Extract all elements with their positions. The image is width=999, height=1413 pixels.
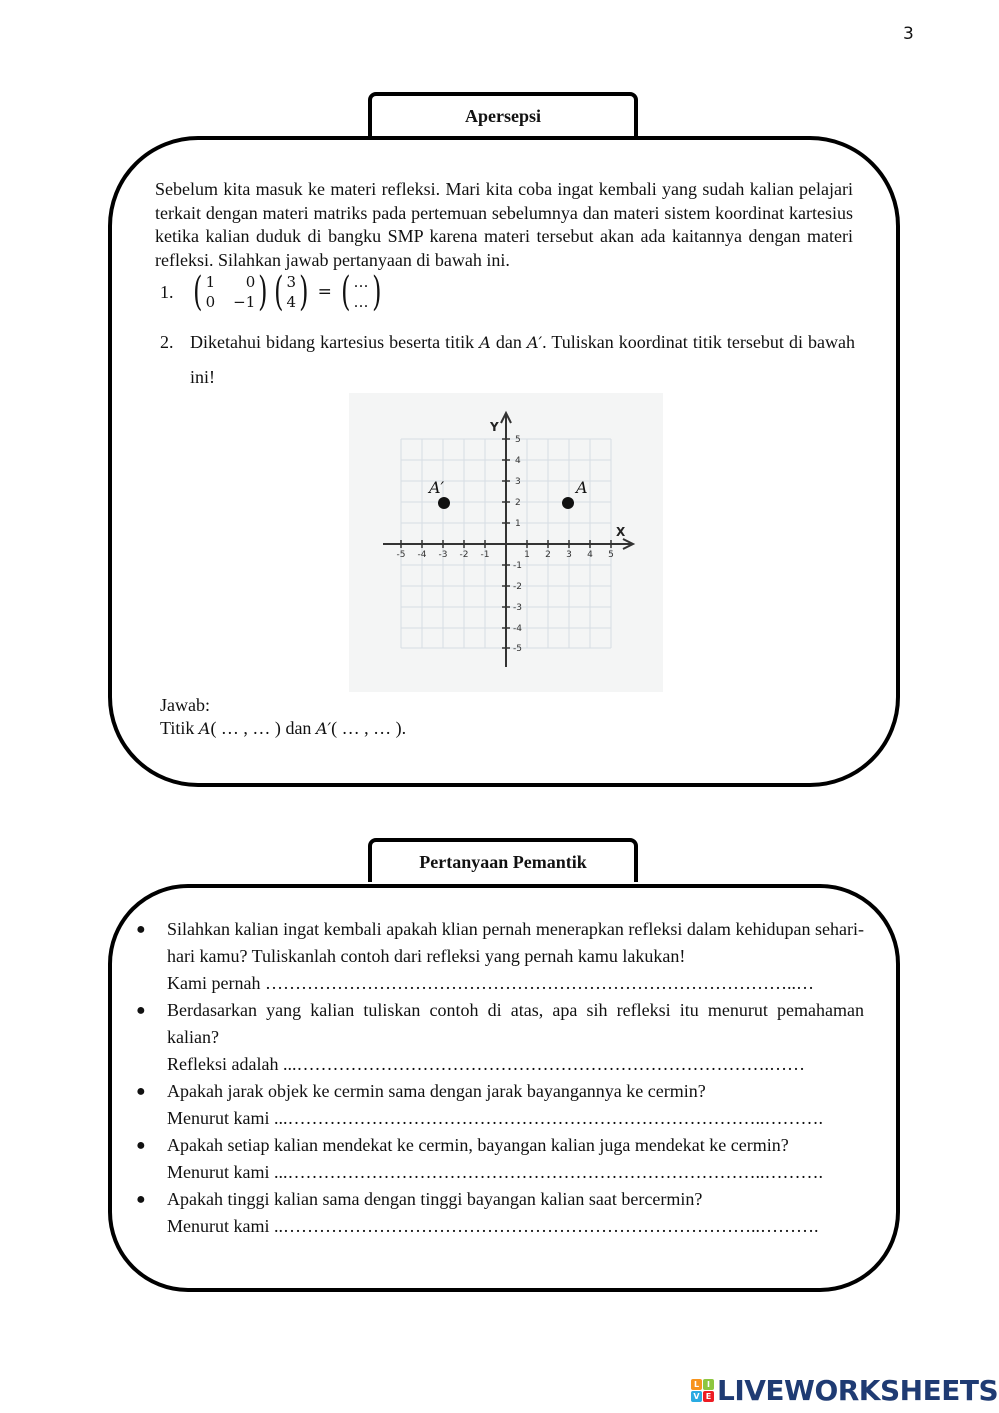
svg-text:-2: -2 — [459, 550, 469, 560]
svg-text:4: 4 — [587, 550, 593, 560]
answer-field[interactable]: Menurut kami ...……………………………………………………………………..………. — [167, 1108, 823, 1128]
matrix-2x2: 1 0 0 −1 — [205, 273, 256, 311]
answer-block — [160, 694, 406, 740]
bullet-icon: ● — [136, 1191, 146, 1208]
svg-text:-3: -3 — [513, 603, 522, 613]
list-item: ● Silahkan kalian ingat kembali apakah klian pernah menerapkan refleksi dalam kehidupan sehari-hari kamu? Tuliskanlah contoh dari refleksi yang pernah kamu lakukan! Kami pernah ……………………………………………………………………………..… — [136, 916, 864, 997]
page-number: 3 — [903, 24, 914, 44]
answer-label: Jawab: — [160, 695, 210, 715]
question-2: 2. Diketahui bidang kartesius beserta titik A dan A′. Tuliskan koordinat titik tersebut di bawah ini! — [160, 332, 855, 387]
bullet-icon: ● — [136, 1137, 146, 1154]
svg-text:2: 2 — [515, 498, 521, 508]
question-1 — [160, 269, 384, 315]
matrix-expression: ( 1 0 0 −1 ) ( 3 4 ) = ( … … ) — [193, 269, 382, 315]
answer-blank-vector[interactable]: … … — [353, 273, 369, 311]
svg-text:-4: -4 — [417, 550, 427, 560]
svg-text:-5: -5 — [396, 550, 406, 560]
answer-field[interactable]: Menurut kami ..……………………………………………………………………..………. — [167, 1216, 819, 1236]
section-title-pertanyaan-pemantik: Pertanyaan Pemantik — [368, 838, 638, 882]
cartesian-graph — [349, 393, 663, 692]
svg-text:-4: -4 — [513, 624, 522, 634]
svg-text:-2: -2 — [513, 582, 522, 592]
bullet-icon: ● — [136, 1083, 146, 1100]
svg-text:2: 2 — [545, 550, 551, 560]
svg-text:5: 5 — [515, 435, 521, 445]
list-item: ● Apakah setiap kalian mendekat ke cermin, bayangan kalian juga mendekat ke cermin? Menurut kami ...……………………………………………………………………..………. — [136, 1132, 864, 1186]
svg-text:1: 1 — [524, 550, 530, 560]
svg-text:A′: A′ — [429, 478, 445, 497]
liveworksheets-logo — [691, 1374, 998, 1407]
list-item: ● Apakah jarak objek ke cermin sama dengan jarak bayangannya ke cermin? Menurut kami ...……………………………………………………………………..………. — [136, 1078, 864, 1132]
question-list — [136, 916, 864, 1240]
intro-paragraph: Sebelum kita masuk ke materi refleksi. Mari kita coba ingat kembali yang sudah kalian pelajari terkait dengan materi matriks pada pertemuan sebelumnya dan materi sistem koordinat kartesius ketika kalian duduk di bangku SMP karena materi tersebut akan ada kaitannya dengan materi refleksi. Silahkan jawab pertanyaan di bawah ini. — [155, 179, 853, 270]
blank-point-a-prime[interactable]: ( … , … ). — [331, 718, 407, 738]
section-title-apersepsi: Apersepsi — [368, 92, 638, 136]
svg-text:-5: -5 — [513, 644, 522, 654]
svg-text:-1: -1 — [513, 561, 522, 571]
svg-text:A: A — [576, 478, 588, 497]
svg-text:1: 1 — [515, 519, 521, 529]
logo-text: LIVEWORKSHEETS — [717, 1374, 999, 1407]
svg-text:X: X — [616, 525, 626, 539]
bullet-icon: ● — [136, 1002, 146, 1019]
question-number: 1. — [160, 281, 174, 302]
vector: 3 4 — [286, 273, 297, 311]
svg-text:Y: Y — [490, 420, 499, 434]
answer-field[interactable]: Menurut kami ...……………………………………………………………………..………. — [167, 1162, 823, 1182]
list-item: ● Berdasarkan yang kalian tuliskan contoh di atas, apa sih refleksi itu menurut pemahaman kalian? Refleksi adalah ...…………………………………………………………………….…… — [136, 997, 864, 1078]
svg-text:-3: -3 — [438, 550, 448, 560]
svg-text:3: 3 — [566, 550, 572, 560]
bullet-icon: ● — [136, 921, 146, 938]
list-item: ● Apakah tinggi kalian sama dengan tinggi bayangan kalian saat bercermin? Menurut kami ..……………………………………………………………………..………. — [136, 1186, 864, 1240]
answer-field[interactable]: Refleksi adalah ...…………………………………………………………………….…… — [167, 1054, 805, 1074]
logo-icon: L I V E — [691, 1379, 714, 1402]
answer-field[interactable]: Kami pernah ……………………………………………………………………………..… — [167, 973, 814, 993]
svg-text:-1: -1 — [480, 550, 490, 560]
svg-text:4: 4 — [515, 456, 521, 466]
answer-line: Titik A( … , … ) dan A′( … , … ). — [160, 718, 407, 738]
blank-point-a[interactable]: ( … , … ) — [210, 718, 281, 738]
svg-text:5: 5 — [608, 550, 614, 560]
svg-text:3: 3 — [515, 477, 521, 487]
